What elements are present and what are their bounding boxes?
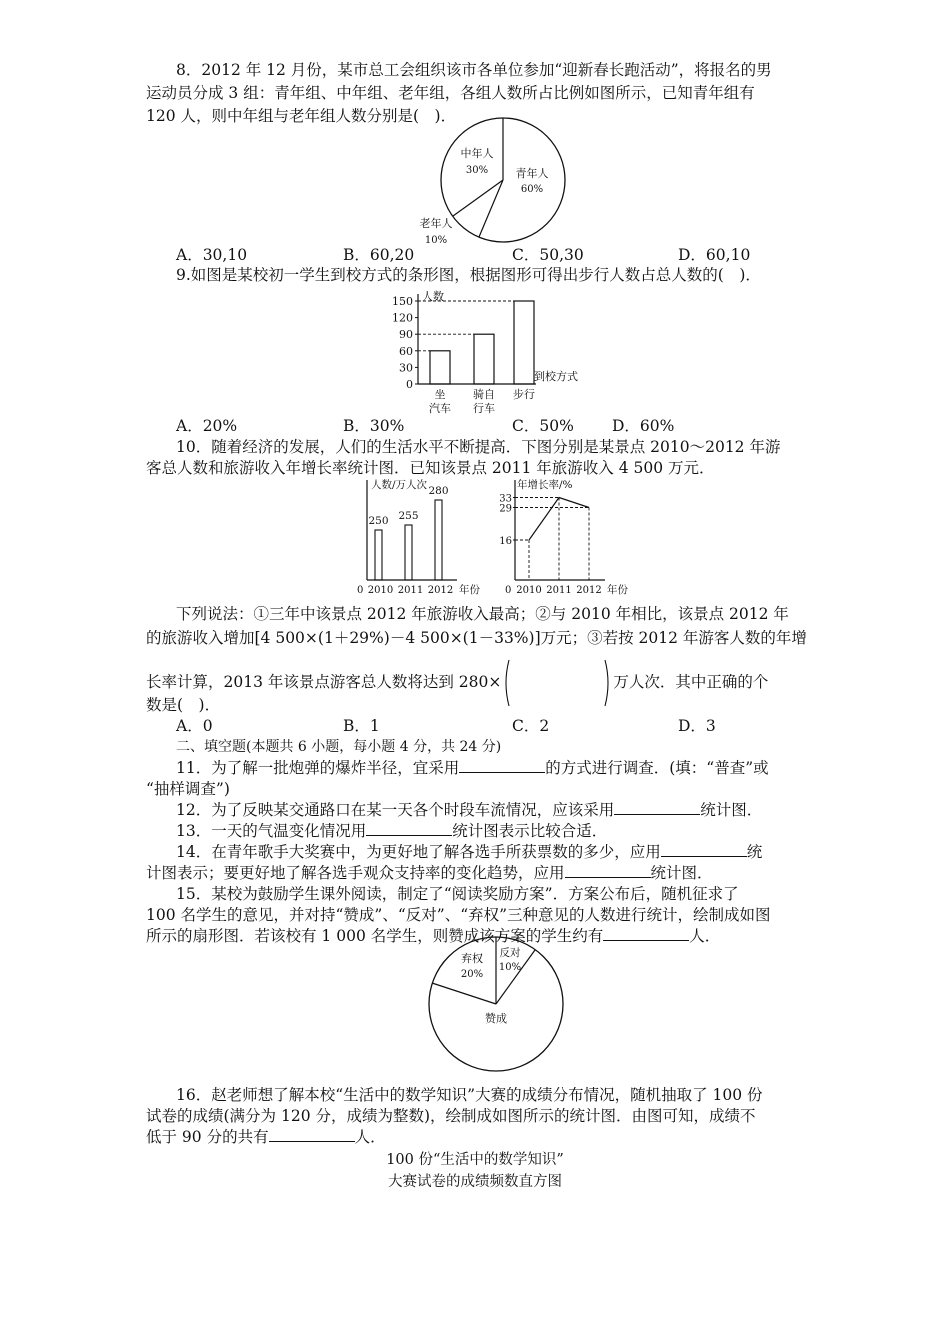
q10b-xlabel: 年份 (607, 584, 628, 596)
q9-bar-chart (388, 288, 598, 416)
q15-answer-blank[interactable] (603, 926, 689, 941)
q9-ytick-label: 60 (399, 344, 413, 358)
q11-answer-blank[interactable] (459, 758, 545, 773)
q9-category-label: 行车 (473, 402, 495, 415)
q9-category-label: 骑自 (473, 388, 495, 401)
q10b-year-label: 2010 (516, 585, 542, 596)
q15-label-abstain: 弃权 (461, 952, 483, 965)
q16-answer-blank[interactable] (269, 1127, 355, 1142)
q8-line3: 120 人，则中年组与老年组人数分别是( )． (146, 107, 457, 125)
q10b-origin: 0 (505, 585, 512, 596)
q10a-bar-label: 255 (398, 510, 419, 522)
q8-line1: 8．2012 年 12 月份，某市总工会组织该市各单位参加“迎新春长跑活动”，将报名的男 (176, 61, 772, 79)
q14-line2: 计图表示；要更好地了解各选手观众支持率的变化趋势，应用 统计图． (146, 864, 713, 882)
q10a-bar-label: 280 (428, 485, 449, 497)
q10-statement-1: 下列说法：①三年中该景点 2012 年旅游收入最高；②与 2010 年相比，该景点 2012 年 (176, 605, 789, 623)
q10a-ylabel: 人数/万人次 (371, 479, 428, 491)
pie-label-middle: 中年人 (460, 147, 494, 160)
q13-line: 13．一天的气温变化情况用 统计图表示比较合适． (176, 822, 608, 840)
q10-statement-2: 的旅游收入增加[4 500×(1＋29%)－4 500×(1－33%)]万元；③若按 2012 年游客人数的年增 (146, 629, 807, 647)
q10a-year-label: 2010 (367, 585, 394, 596)
q10b-ytick-label: 16 (499, 536, 512, 547)
pie-label-young: 青年人 (515, 167, 549, 180)
q10-option-b[interactable]: B．1 (343, 717, 380, 735)
q10a-bar (375, 530, 382, 580)
q15-value-oppose: 10% (498, 962, 522, 973)
q9-category-label: 坐 (434, 388, 446, 401)
q10-statement-4: 数是( )． (146, 696, 221, 714)
q15-pie-chart (426, 934, 566, 1074)
q11-line1: 11．为了解一批炮弹的爆炸半径，宜采用 的方式进行调查．(填：“普查”或 (176, 759, 769, 777)
q9-option-b[interactable]: B．30% (343, 417, 405, 435)
q9-ytick-label: 90 (399, 328, 413, 342)
q15-label-oppose: 反对 (499, 947, 521, 959)
q15-line3: 所示的扇形图．若该校有 1 000 名学生，则赞成该方案的学生约有 人． (146, 927, 721, 945)
q9-ytick-label: 30 (399, 361, 413, 375)
q9-ytick-label: 120 (392, 311, 413, 325)
q12-line: 12．为了反映某交通路口在某一天各个时段车流情况，应该采用 统计图． (176, 801, 763, 819)
q10a-year-label: 2012 (427, 585, 454, 596)
pie-value-young: 60% (520, 184, 544, 195)
q10-statement-3 (146, 660, 768, 706)
q9-option-a[interactable]: A．20% (176, 417, 238, 435)
q9-ytick-label: 0 (406, 378, 413, 391)
q10a-year-label: 2011 (397, 585, 424, 596)
q10a-bar (405, 525, 412, 580)
q10-growth-chart (493, 476, 643, 600)
q9-ylabel: 人数 (422, 290, 444, 303)
q9-bar (474, 334, 494, 384)
q15-label-approve: 赞成 (485, 1012, 507, 1025)
q10b-ytick-label: 29 (499, 503, 512, 515)
q10-formula-placeholder (501, 660, 613, 706)
q10a-bar (435, 500, 442, 580)
q10b-ylabel: 年增长率/% (517, 479, 573, 491)
q14-answer-blank-2[interactable] (565, 863, 651, 878)
q15-line2: 100 名学生的意见，并对持“赞成”、“反对”、“弃权”三种意见的人数进行统计，绘制成如图 (146, 906, 771, 924)
q16-line2: 试卷的成绩(满分为 120 分，成绩为整数)，绘制成如图所示的统计图．由图可知，成绩不 (146, 1107, 756, 1125)
q14-answer-blank-1[interactable] (661, 842, 747, 857)
q11-line2: “抽样调查”) (146, 780, 230, 798)
q10-line1: 10．随着经济的发展，人们的生活水平不断提高．下图分别是某景点 2010～2012 年游 (176, 438, 781, 456)
q14-line1: 14．在青年歌手大奖赛中，为更好地了解各选手所获票数的多少，应用 统 (176, 843, 763, 861)
q8-line2: 运动员分成 3 组：青年组、中年组、老年组，各组人数所占比例如图所示，已知青年组有 (146, 84, 755, 102)
pie-value-old: 10% (424, 235, 448, 246)
q9-option-d[interactable]: D．60% (612, 417, 675, 435)
q10b-ytick-label: 33 (499, 493, 512, 505)
q8-pie-chart (419, 112, 570, 252)
q10-statement-3a: 长率计算，2013 年该景点游客总人数将达到 280× (146, 673, 502, 691)
q16-caption-2: 大赛试卷的成绩频数直方图 (388, 1174, 562, 1190)
q15-line1: 15．某校为鼓励学生课外阅读，制定了“阅读奖励方案”．方案公布后，随机征求了 (176, 885, 739, 903)
q9-line1: 9.如图是某校初一学生到校方式的条形图，根据图形可得出步行人数占总人数的( )． (176, 266, 761, 284)
q10a-origin: 0 (357, 585, 364, 596)
q12-answer-blank[interactable] (614, 800, 700, 815)
q9-bar (514, 301, 534, 384)
q9-option-c[interactable]: C．50% (512, 417, 574, 435)
q10-line2: 客总人数和旅游收入年增长率统计图．已知该景点 2011 年旅游收入 4 500 万元． (146, 459, 715, 477)
q10-statement-3b: 万人次．其中正确的个 (613, 673, 769, 691)
q10b-year-label: 2012 (576, 585, 602, 596)
q9-category-label: 步行 (513, 388, 535, 401)
q10-visitors-chart (355, 476, 495, 600)
q16-line3: 低于 90 分的共有 人． (146, 1128, 386, 1146)
q10-option-d[interactable]: D．3 (678, 717, 716, 735)
q9-category-label: 汽车 (429, 402, 451, 415)
q9-ytick-label: 150 (392, 295, 413, 308)
q10b-year-label: 2011 (546, 585, 572, 596)
pie-value-middle: 30% (465, 165, 489, 176)
q8-option-c[interactable]: C．50,30 (512, 246, 584, 264)
q15-value-abstain: 20% (460, 969, 484, 980)
q16-caption-1: 100 份“生活中的数学知识” (386, 1152, 564, 1168)
q10a-xlabel: 年份 (459, 584, 480, 596)
q10a-bar-label: 250 (368, 515, 389, 527)
q9-xlabel: 到校方式 (534, 370, 578, 383)
q16-line1: 16．赵老师想了解本校“生活中的数学知识”大赛的成绩分布情况，随机抽取了 100 份 (176, 1086, 763, 1104)
q9-bar (430, 351, 450, 384)
q8-option-d[interactable]: D．60,10 (678, 246, 751, 264)
q8-option-b[interactable]: B．60,20 (343, 246, 415, 264)
pie-label-old: 老年人 (419, 217, 453, 230)
q13-answer-blank[interactable] (366, 821, 452, 836)
q10-option-a[interactable]: A．0 (176, 717, 213, 735)
section-2-heading: 二、填空题(本题共 6 小题，每小题 4 分，共 24 分) (176, 739, 502, 755)
q8-option-a[interactable]: A．30,10 (176, 246, 248, 264)
q10-option-c[interactable]: C．2 (512, 717, 550, 735)
